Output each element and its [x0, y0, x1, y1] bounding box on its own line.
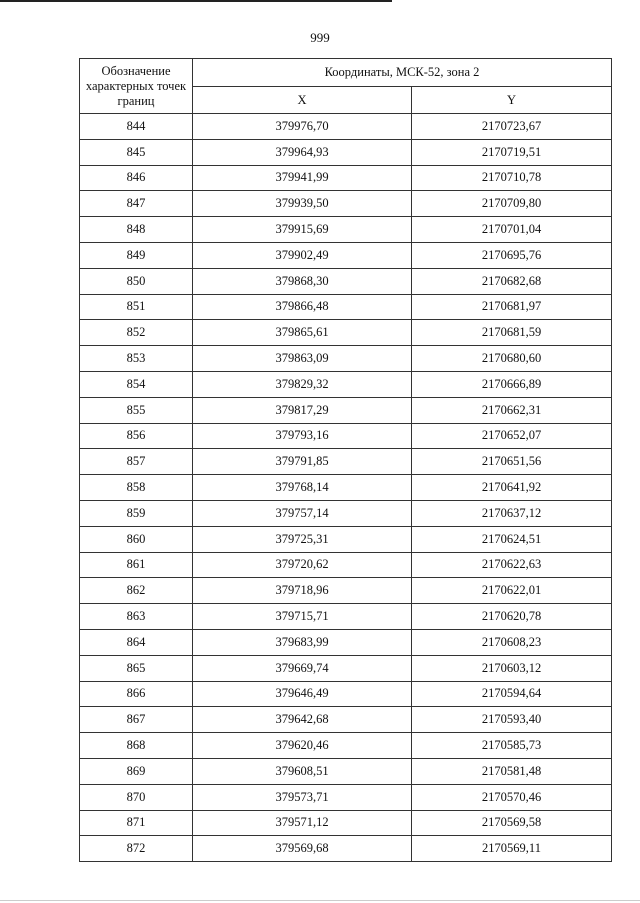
x-cell: 379620,46 — [193, 733, 412, 759]
point-cell: 859 — [80, 500, 193, 526]
table-row — [80, 397, 612, 423]
point-cell: 852 — [80, 320, 193, 346]
x-cell: 379683,99 — [193, 629, 412, 655]
table-body — [80, 114, 612, 862]
y-cell: 2170569,58 — [412, 810, 612, 836]
y-cell: 2170594,64 — [412, 681, 612, 707]
table-row — [80, 526, 612, 552]
x-cell: 379793,16 — [193, 423, 412, 449]
y-cell: 2170603,12 — [412, 655, 612, 681]
x-cell: 379939,50 — [193, 191, 412, 217]
x-cell: 379941,99 — [193, 165, 412, 191]
table-row — [80, 810, 612, 836]
point-cell: 869 — [80, 758, 193, 784]
point-cell: 856 — [80, 423, 193, 449]
y-cell: 2170652,07 — [412, 423, 612, 449]
table-row — [80, 191, 612, 217]
point-cell: 872 — [80, 836, 193, 862]
y-cell: 2170608,23 — [412, 629, 612, 655]
point-cell: 844 — [80, 114, 193, 140]
table-row — [80, 655, 612, 681]
point-cell: 854 — [80, 371, 193, 397]
point-cell: 850 — [80, 268, 193, 294]
y-cell: 2170581,48 — [412, 758, 612, 784]
table-row — [80, 500, 612, 526]
x-cell: 379725,31 — [193, 526, 412, 552]
x-cell: 379608,51 — [193, 758, 412, 784]
x-cell: 379757,14 — [193, 500, 412, 526]
table-row — [80, 681, 612, 707]
y-cell: 2170637,12 — [412, 500, 612, 526]
table-row — [80, 578, 612, 604]
x-cell: 379817,29 — [193, 397, 412, 423]
point-cell: 855 — [80, 397, 193, 423]
y-cell: 2170680,60 — [412, 346, 612, 372]
x-cell: 379829,32 — [193, 371, 412, 397]
point-cell: 858 — [80, 475, 193, 501]
point-cell: 866 — [80, 681, 193, 707]
point-cell: 846 — [80, 165, 193, 191]
table-row — [80, 268, 612, 294]
point-cell: 849 — [80, 242, 193, 268]
point-cell: 857 — [80, 449, 193, 475]
table-row — [80, 423, 612, 449]
table-row — [80, 836, 612, 862]
x-cell: 379866,48 — [193, 294, 412, 320]
y-cell: 2170719,51 — [412, 139, 612, 165]
table-row — [80, 294, 612, 320]
page-number: 999 — [310, 30, 330, 45]
table-row — [80, 784, 612, 810]
bottom-rule — [0, 900, 640, 901]
table-row — [80, 371, 612, 397]
y-cell: 2170710,78 — [412, 165, 612, 191]
coordinates-table — [79, 58, 612, 862]
table-row — [80, 707, 612, 733]
y-cell: 2170662,31 — [412, 397, 612, 423]
y-cell: 2170681,59 — [412, 320, 612, 346]
table-row — [80, 733, 612, 759]
y-cell: 2170585,73 — [412, 733, 612, 759]
point-cell: 853 — [80, 346, 193, 372]
point-cell: 845 — [80, 139, 193, 165]
table-row — [80, 552, 612, 578]
top-rule — [0, 0, 392, 2]
x-cell: 379902,49 — [193, 242, 412, 268]
point-cell: 865 — [80, 655, 193, 681]
point-cell: 867 — [80, 707, 193, 733]
point-cell: 868 — [80, 733, 193, 759]
x-cell: 379646,49 — [193, 681, 412, 707]
y-cell: 2170570,46 — [412, 784, 612, 810]
table-row — [80, 475, 612, 501]
point-cell: 861 — [80, 552, 193, 578]
table-row — [80, 629, 612, 655]
x-cell: 379791,85 — [193, 449, 412, 475]
y-cell: 2170701,04 — [412, 217, 612, 243]
y-cell: 2170622,01 — [412, 578, 612, 604]
point-cell: 870 — [80, 784, 193, 810]
x-cell: 379569,68 — [193, 836, 412, 862]
table-row — [80, 217, 612, 243]
y-cell: 2170622,63 — [412, 552, 612, 578]
y-cell: 2170681,97 — [412, 294, 612, 320]
header-point-designation: Обозначение характерных точек границ — [80, 59, 193, 114]
y-cell: 2170593,40 — [412, 707, 612, 733]
x-cell: 379868,30 — [193, 268, 412, 294]
table-row — [80, 165, 612, 191]
y-cell: 2170709,80 — [412, 191, 612, 217]
x-cell: 379720,62 — [193, 552, 412, 578]
y-cell: 2170651,56 — [412, 449, 612, 475]
table-row — [80, 320, 612, 346]
x-cell: 379915,69 — [193, 217, 412, 243]
point-cell: 862 — [80, 578, 193, 604]
x-cell: 379768,14 — [193, 475, 412, 501]
y-cell: 2170641,92 — [412, 475, 612, 501]
table-row — [80, 346, 612, 372]
table-row — [80, 139, 612, 165]
y-cell: 2170620,78 — [412, 604, 612, 630]
x-cell: 379976,70 — [193, 114, 412, 140]
point-cell: 848 — [80, 217, 193, 243]
x-cell: 379964,93 — [193, 139, 412, 165]
y-cell: 2170695,76 — [412, 242, 612, 268]
point-cell: 864 — [80, 629, 193, 655]
y-cell: 2170624,51 — [412, 526, 612, 552]
x-cell: 379715,71 — [193, 604, 412, 630]
point-cell: 847 — [80, 191, 193, 217]
point-cell: 860 — [80, 526, 193, 552]
x-cell: 379573,71 — [193, 784, 412, 810]
x-cell: 379863,09 — [193, 346, 412, 372]
y-cell: 2170666,89 — [412, 371, 612, 397]
point-cell: 863 — [80, 604, 193, 630]
y-cell: 2170723,67 — [412, 114, 612, 140]
point-cell: 871 — [80, 810, 193, 836]
table-row — [80, 242, 612, 268]
x-cell: 379718,96 — [193, 578, 412, 604]
header-x: X — [193, 87, 412, 114]
y-cell: 2170682,68 — [412, 268, 612, 294]
header-coordinates: Координаты, МСК-52, зона 2 — [193, 59, 612, 87]
table-row — [80, 114, 612, 140]
x-cell: 379865,61 — [193, 320, 412, 346]
x-cell: 379642,68 — [193, 707, 412, 733]
table-row — [80, 449, 612, 475]
x-cell: 379571,12 — [193, 810, 412, 836]
table-row — [80, 604, 612, 630]
x-cell: 379669,74 — [193, 655, 412, 681]
point-cell: 851 — [80, 294, 193, 320]
table-row — [80, 758, 612, 784]
header-y: Y — [412, 87, 612, 114]
y-cell: 2170569,11 — [412, 836, 612, 862]
